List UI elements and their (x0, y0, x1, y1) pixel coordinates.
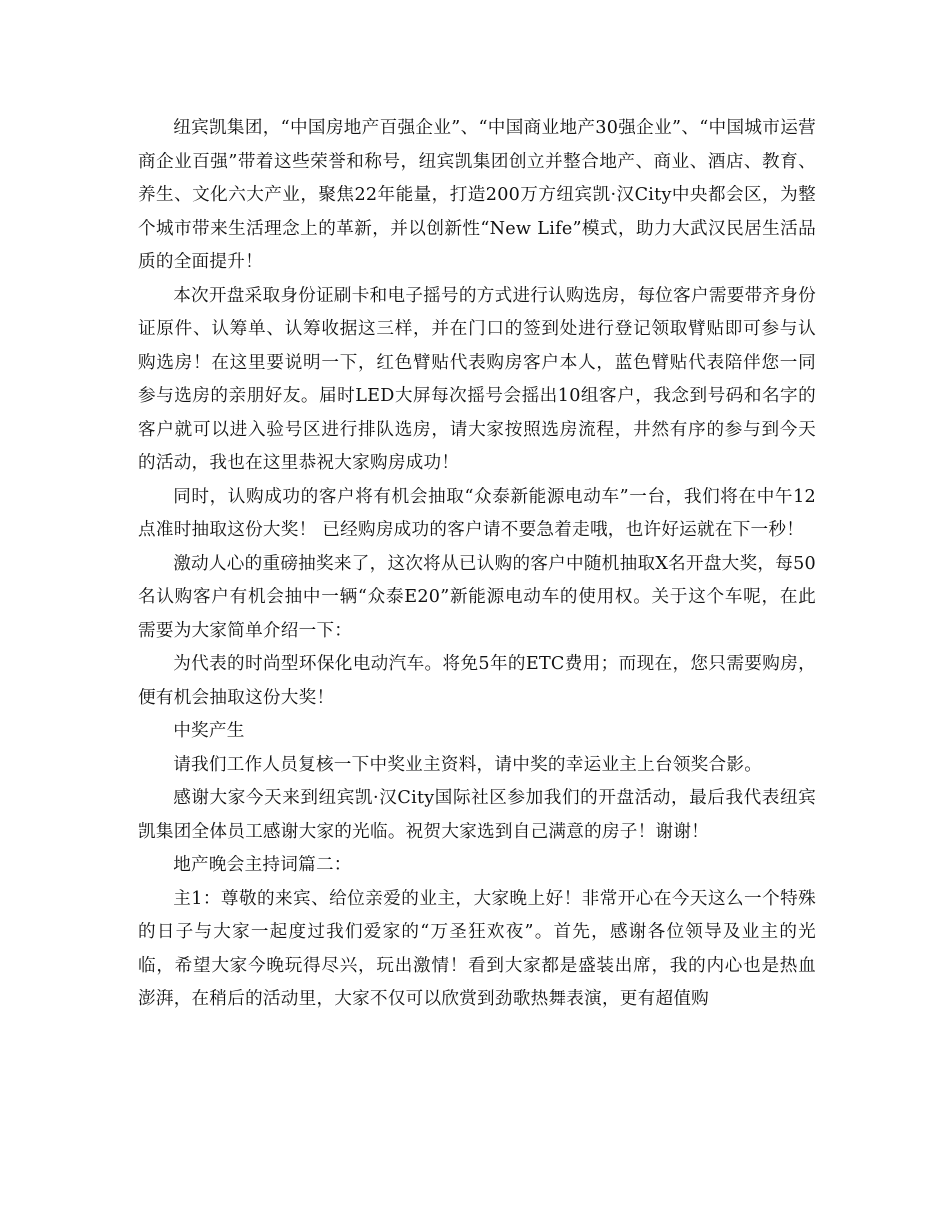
paragraph-5: 为代表的时尚型环保化电动汽车。将免5年的ETC费用；而现在，您只需要购房，便有机会抽取这份大奖！ (138, 654, 816, 708)
document-page (138, 112, 816, 1017)
paragraph-6: 中奖产生 (173, 721, 245, 741)
paragraph-7: 请我们工作人员复核一下中奖业主资料，请中奖的幸运业主上台领奖合影。 (173, 754, 763, 775)
paragraph-2: 本次开盘采取身份证刷卡和电子摇号的方式进行认购选房，每位客户需要带齐身份证原件、认筹单、认筹收据这三样，并在门口的签到处进行登记领取臂贴即可参与认购选房！在这里要说明一下，红色臂贴代表购房客户本人，蓝色臂贴代表陪伴您一同参与选房的亲朋好友。届时LED大屏每次摇号会摇出10组客户，我念到号码和名字的客户就可以进入验号区进行排队选房，请大家按照选房流程，井然有序的参与到今天的活动，我也在这里恭祝大家购房成功！ (138, 285, 816, 473)
paragraph-4: 激动人心的重磅抽奖来了，这次将从已认购的客户中随机抽取X名开盘大奖，每50名认购客户有机会抽中一辆“众泰E20”新能源电动车的使用权。关于这个车呢，在此需要为大家简单介绍一下： (138, 553, 816, 641)
section-heading: 地产晚会主持词篇二： (173, 855, 352, 875)
paragraph-3: 同时，认购成功的客户将有机会抽取“众泰新能源电动车”一台，我们将在中午12点准时抽取这份大奖！ 已经购房成功的客户请不要急着走哦，也许好运就在下一秒！ (138, 486, 816, 540)
paragraph-8: 感谢大家今天来到纽宾凯·汉City国际社区参加我们的开盘活动，最后我代表纽宾凯集团全体员工感谢大家的光临。祝贺大家选到自己满意的房子！谢谢！ (138, 788, 816, 842)
paragraph-10: 主1：尊敬的来宾、给位亲爱的业主，大家晚上好！非常开心在今天这么一个特殊的日子与大家一起度过我们爱家的“万圣狂欢夜”。首先，感谢各位领导及业主的光临，希望大家今晚玩得尽兴，玩出激情！看到大家都是盛装出席，我的内心也是热血澎湃，在稍后的活动里，大家不仅可以欣赏到劲歌热舞表演，更有超值购 (138, 888, 816, 1009)
paragraph-1: 纽宾凯集团，“中国房地产百强企业”、“中国商业地产30强企业”、“中国城市运营商企业百强”带着这些荣誉和称号，纽宾凯集团创立并整合地产、商业、酒店、教育、养生、文化六大产业，聚焦22年能量，打造200万方纽宾凯·汉City中央都会区，为整个城市带来生活理念上的革新，并以创新性“New Life”模式，助力大武汉民居生活品质的全面提升！ (138, 118, 816, 272)
